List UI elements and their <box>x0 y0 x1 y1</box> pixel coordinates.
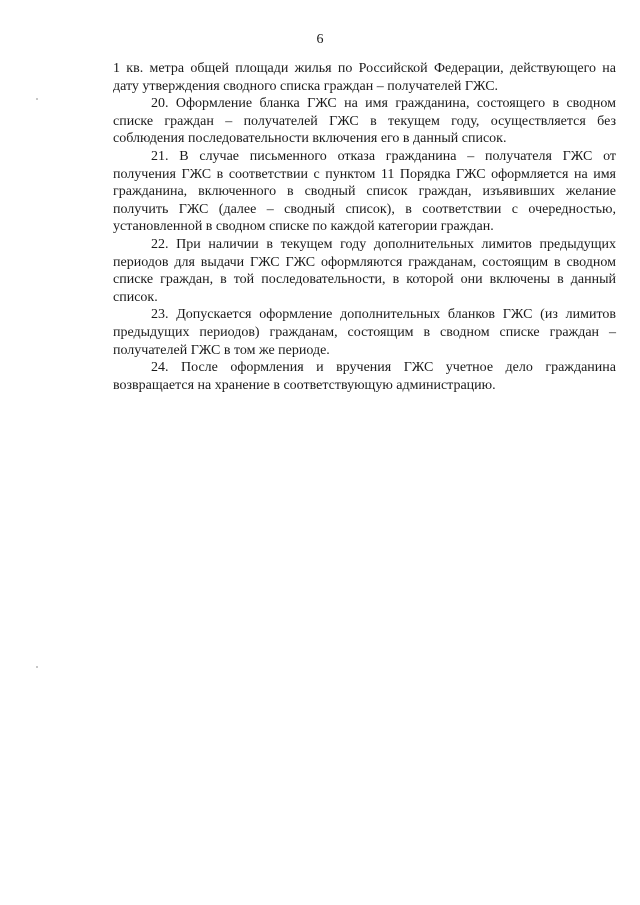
paragraph-23: 23. Допускается оформление дополнительных бланков ГЖС (из лимитов предыдущих периодов) гражданам, состоящим в сводном списке граждан – получателей ГЖС в том же периоде. <box>113 307 616 358</box>
page-number: 6 <box>316 32 324 47</box>
paragraph-20: 20. Оформление бланка ГЖС на имя гражданина, состоящего в сводном списке граждан – получателей ГЖС в текущем году, осуществляется без соблюдения последовательности включения его в данный список. <box>113 96 616 147</box>
scan-speck <box>36 666 38 668</box>
paragraph-21: 21. В случае письменного отказа гражданина – получателя ГЖС от получения ГЖС в соответствии с пунктом 11 Порядка ГЖС оформляется на имя гражданина, включенного в сводный список граждан, изъявивших желание получить ГЖС (далее – сводный список), в соответствии с очередностью, установленной в сводном списке по каждой категории граждан. <box>113 148 616 235</box>
paragraph-continuation: 1 кв. метра общей площади жилья по Российской Федерации, действующего на дату утверждения сводного списка граждан – получателей ГЖС. <box>113 61 616 94</box>
paragraph-24: 24. После оформления и вручения ГЖС учетное дело гражданина возвращается на хранение в соответствующую администрацию. <box>113 360 616 393</box>
document-body <box>113 60 616 394</box>
paragraph-22: 22. При наличии в текущем году дополнительных лимитов предыдущих периодов для выдачи ГЖС ГЖС оформляются гражданам, состоящим в сводном списке граждан, в той последовательности, в которой они включены в данный список. <box>113 236 616 305</box>
scan-speck <box>36 98 38 100</box>
